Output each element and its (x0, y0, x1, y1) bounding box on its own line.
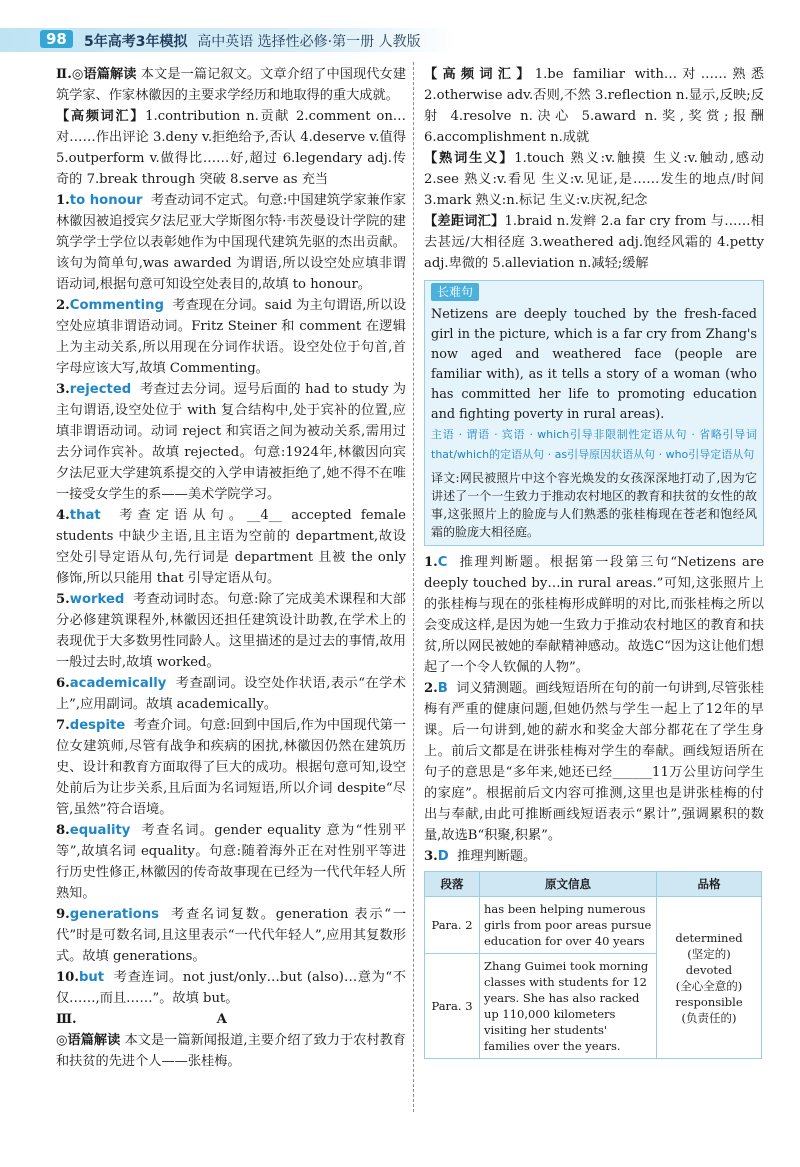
sec3-summary: 本文是一篇新闻报道,主要介绍了致力于农村教育和扶贫的先进个人——张桂梅。 (56, 1033, 406, 1069)
item-number: 8. (56, 823, 70, 838)
item-answer: rejected (69, 382, 132, 397)
item-number: 3. (424, 849, 438, 864)
item-number: 2. (56, 298, 70, 313)
item-number: 6. (56, 676, 70, 691)
ann-omit: 省略引导词that/which的定语从句 (431, 428, 757, 461)
item-explanation: 考查连词。not just/only…but (also)…意为“不仅……,而且……”。故填 but。 (56, 970, 406, 1006)
answer-item (56, 379, 406, 505)
long-sentence: Netizens are deeply touched by the fresh-faced girl in the picture, which is a far cry from Zhang's now aged and weathered face (people are familiar with), as it tells a story of a woman (who has committed her life to promoting education and fighting poverty in rural areas). (431, 307, 757, 422)
answer-item (424, 552, 764, 678)
chaju-vocab (424, 211, 764, 274)
answer-item (56, 589, 406, 673)
item-answer: equality (69, 823, 131, 838)
answer-item (424, 846, 764, 867)
long-sentence-tag: 长难句 (431, 283, 479, 301)
item-explanation: 推理判断题。根据第一段第三句“Netizens are deeply touched by…in rural areas.”可知,这张照片上的张桂梅与现在的张桂梅形成鲜明的对比,而张桂梅之所以会变成这样,是因为她一生致力于推动农村地区的教育和扶贫,所以网民被她的奉献精神感动。故选C“因为这让他们想起了一个令人钦佩的人物”。 (424, 555, 764, 675)
item-number: 4. (56, 508, 70, 523)
item-answer: to honour (69, 193, 143, 208)
sec3-part: A (216, 1012, 227, 1027)
item-number: 10. (56, 970, 79, 985)
item-explanation: 推理判断题。 (457, 849, 537, 864)
para-cell: Para. 2 (425, 897, 480, 954)
item-answer: despite (69, 718, 126, 733)
item-answer: B (437, 681, 448, 696)
sec3-summary-label: ◎语篇解读 (56, 1033, 121, 1048)
item-number: 2. (424, 681, 438, 696)
table-header: 原文信息 (480, 872, 657, 897)
ann-which: which引导非限制性定语从句 (537, 428, 688, 441)
answer-item (56, 967, 406, 1009)
quality-cell: determined (坚定的) devoted (全心全意的) responsible (负责任的) (657, 897, 762, 1059)
item-number: 9. (56, 907, 70, 922)
item-answer: worked (69, 592, 125, 607)
sec3-intro (56, 1030, 406, 1072)
answer-item (56, 715, 406, 820)
answer-item (56, 190, 406, 295)
brand-name: 5年高考3年模拟 (84, 34, 188, 50)
item-answer: D (437, 849, 449, 864)
left-column (56, 64, 406, 1072)
right-vocab (424, 64, 764, 148)
page-header (0, 28, 800, 52)
vocab-label: 【高频词汇】 (56, 109, 146, 124)
item-explanation: 考查动词时态。句意:除了完成美术课程和大部分必修建筑课程外,林徽因还担任建筑设计助教,在学术上的表现优于大多数男性同龄人。这里描述的是过去的事情,故用一般过去时,故填 worked。 (56, 592, 406, 670)
item-answer: C (437, 555, 448, 570)
long-sentence-box (424, 280, 764, 546)
item-explanation: 考查定语从句。__4__ accepted female students 中缺少主语,且主语为空前的 department,故设空处引导定语从句,先行词是 department 且被 the only 修饰,所以只能用 that 引导定语从句。 (56, 508, 406, 586)
answer-item (56, 505, 406, 589)
item-answer: academically (69, 676, 167, 691)
table-header-row (425, 872, 762, 897)
item-explanation: 词义猜测题。画线短语所在句的前一句讲到,尽管张桂梅有严重的健康问题,但她仍然与学生一起上了12年的早课。后一句讲到,她的薪水和奖金大部分都花在了学生身上。前后文都是在讲张桂梅对学生的奉献。画线短语所在句子的意思是“多年来,她还已经______11万公里访问学生的家庭”。根据前后文内容可推测,这里也是讲张桂梅的付出与奉献,由此可推断画线短语表示“累计”,强调累积的数量,故选B“积聚,积累”。 (424, 681, 764, 843)
item-answer: Commenting (69, 298, 164, 313)
info-cell: has been helping numerous girls from poor areas pursue education for over 40 years (480, 897, 657, 954)
sec2-vocab (56, 106, 406, 190)
book-title (84, 31, 421, 51)
answer-list (56, 190, 406, 1009)
table-header: 品格 (657, 872, 762, 897)
item-explanation: 考查动词不定式。句意:中国建筑学家兼作家林徽因被追授宾夕法尼亚大学斯图尔特·韦茨曼设计学院的建筑学学士学位以表彰她作为中国现代建筑先驱的杰出贡献。该句为简单句,was awarded 为谓语,所以设空处应填非谓语动词,根据句意可知设空处表目的,故填 to honour。 (56, 193, 406, 292)
grammar-annotations: 主语 · 谓语 · 宾语 · which引导非限制性定语从句 · 省略引导词that/which的定语从句 · as引导原因状语从句 · who引导定语从句 (431, 428, 757, 461)
item-explanation: 考查副词。设空处作状语,表示“在学术上”,应用副词。故填 academically。 (56, 676, 406, 712)
answer-item (56, 904, 406, 967)
item-explanation: 考查名词复数。generation 表示“一代”时是可数名词,且这里表示“一代代年轻人”,应用其复数形式。故填 generations。 (56, 907, 407, 964)
item-number: 3. (56, 382, 70, 397)
item-number: 5. (56, 592, 70, 607)
info-cell: Zhang Guimei took morning classes with students for 12 years. She has also racked up 110,000 kilometers visiting her students' families over the years. (480, 954, 657, 1059)
ann-as: as引导原因状语从句 (554, 448, 656, 461)
shuci-vocab (424, 148, 764, 211)
page-number: 98 (40, 30, 73, 48)
answer-item (56, 820, 406, 904)
chaju-label: 【差距词汇】 (424, 214, 505, 229)
item-answer: generations (69, 907, 160, 922)
item-number: 1. (56, 193, 70, 208)
chaju-text: 1.braid n.发辫 2.a far cry from 与……相去甚远/大相径庭 3.weathered adj.饱经风霜的 4.petty adj.卑微的 5.alleviation n.减轻;缓解 (424, 214, 764, 271)
item-explanation: 考查现在分词。said 为主句谓语,所以设空处应填非谓语动词。Fritz Steiner 和 comment 在逻辑上为主动关系,所以用现在分词作状语。设空处位于句首,首字母应该大写,故填 Commenting。 (56, 298, 407, 376)
shuci-text: 1.touch 熟义:v.触摸 生义:v.触动,感动 2.see 熟义:v.看见 生义:v.见证,是……发生的地点/时间 3.mark 熟义:n.标记 生义:v.庆祝,纪念 (424, 151, 764, 208)
column-divider (413, 62, 414, 1112)
item-number: 1. (424, 555, 438, 570)
item-answer: but (78, 970, 105, 985)
ann-who: who引导定语从句 (665, 448, 755, 461)
reading-answer-list (424, 552, 764, 867)
vocab-text: 1.be familiar with…对……熟悉 2.otherwise adv.否则,不然 3.reflection n.显示,反映;反射 4.resolve n.决心 5.award n.奖,奖赏;报酬 6.accomplishment n.成就 (424, 67, 765, 145)
sec3-heading (56, 1009, 406, 1030)
answer-item (424, 678, 764, 846)
vocab-label: 【高频词汇】 (424, 67, 535, 82)
para-cell: Para. 3 (425, 954, 480, 1059)
trait-table (424, 871, 762, 1059)
long-sentence-translation: 译文:网民被照片中这个容光焕发的女孩深深地打动了,因为它讲述了一个一生致力于推动农村地区的教育和扶贫的女性的故事,这张照片上的脸庞与人们熟悉的张桂梅现在苍老和饱经风霜的脸庞大相径庭。 (431, 471, 757, 539)
sec2-summary: 本文是一篇记叙文。文章介绍了中国现代女建筑学家、作家林徽因的主要求学经历和地取得的重大成就。 (56, 67, 407, 103)
sec2-title: Ⅱ.◎语篇解读 (56, 67, 137, 82)
ann-predicate: 谓语 (466, 428, 490, 441)
item-number: 7. (56, 718, 70, 733)
book-name: 高中英语 选择性必修·第一册 人教版 (197, 34, 421, 50)
item-explanation: 考查过去分词。逗号后面的 had to study 为主句谓语,设空处位于 with 复合结构中,处于宾补的位置,应填非谓语动词。动词 reject 和宾语之间为被动关系,需用过去分词作宾补。故填 rejected。句意:1924年,林徽因向宾夕法尼亚大学建筑系提交的入学申请被拒绝了,她不得不在唯一接受女学生的系——美术学院学习。 (56, 382, 406, 502)
item-explanation: 考查名词。gender equality 意为“性别平等”,故填名词 equality。句意:随着海外正在对性别平等进行历史性修正,林徽因的传奇故事现在已经为一代代年轻人所熟知。 (56, 823, 407, 901)
table-header: 段落 (425, 872, 480, 897)
table-row (425, 897, 762, 954)
vocab-text: 1.contribution n.贡献 2.comment on…对……作出评论 3.deny v.拒绝给予,否认 4.deserve v.值得 5.outperform v.做得比……好,超过 6.legendary adj.传奇的 7.break through 突破 8.serve as 充当 (56, 109, 406, 187)
item-answer: that (69, 508, 101, 523)
sec2-intro (56, 64, 406, 106)
answer-item (56, 673, 406, 715)
ann-object: 宾语 (501, 428, 526, 441)
sec3-title: Ⅲ. (56, 1012, 77, 1027)
ann-subject: 主语 (431, 428, 455, 441)
answer-item (56, 295, 406, 379)
item-explanation: 考查介词。句意:回到中国后,作为中国现代第一位女建筑师,尽管有战争和疾病的困扰,林徽因仍然在建筑历史、设计和教育方面取得了巨大的成功。根据句意可知,设空处前后为让步关系,且后面为名词短语,所以介词 despite“尽管,虽然”符合语境。 (56, 718, 407, 817)
shuci-label: 【熟词生义】 (424, 151, 515, 166)
right-column (424, 64, 764, 1059)
